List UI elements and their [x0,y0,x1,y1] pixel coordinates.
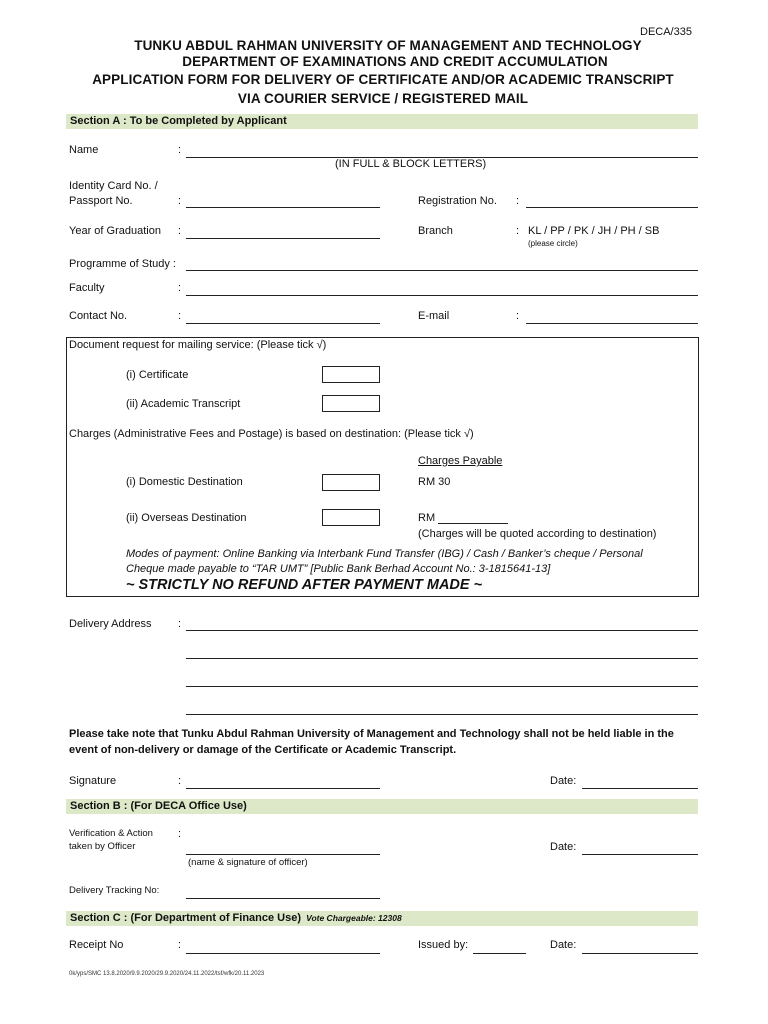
overseas-checkbox[interactable] [322,509,380,526]
document-request-heading: Document request for mailing service: (Please tick √) [69,339,327,351]
tracking-field[interactable] [186,898,380,899]
signature-date-label: Date: [550,775,577,787]
overseas-label: (ii) Overseas Destination [126,512,247,524]
officer-field[interactable] [186,854,380,855]
domestic-label: (i) Domestic Destination [126,476,243,488]
branch-options[interactable]: KL / PP / PK / JH / PH / SB [528,225,660,237]
officer-date-field[interactable] [582,854,698,855]
form-code: DECA/335 [640,26,692,38]
receipt-date-field[interactable] [582,953,698,954]
ic-label-line2: Passport No. [69,195,133,207]
charges-heading: Charges (Administrative Fees and Postage) is based on destination: (Please tick √) [69,428,474,440]
delivery-address-line-3[interactable] [186,686,698,687]
issued-by-field[interactable] [473,953,526,954]
liability-note-line1: Please take note that Tunku Abdul Rahman University of Management and Technology shall not be held liable in the [69,728,674,740]
domestic-checkbox[interactable] [322,474,380,491]
email-label: E-mail [418,310,450,322]
verification-label-line2: taken by Officer [69,841,136,852]
section-c-title: Section C : (For Department of Finance Use) [70,912,302,924]
section-b-header: Section B : (For DECA Office Use) [66,799,698,814]
form-title: APPLICATION FORM FOR DELIVERY OF CERTIFICATE AND/OR ACADEMIC TRANSCRIPT [92,72,674,87]
contact-label: Contact No. [69,310,128,322]
graduation-field[interactable] [186,238,380,239]
issued-by-label: Issued by: [418,939,469,951]
receipt-label: Receipt No [69,939,124,951]
payment-modes-line1: Modes of payment: Online Banking via Interbank Fund Transfer (IBG) / Cash / Banker’s cheque / Personal [126,548,643,560]
receipt-date-label: Date: [550,939,577,951]
delivery-address-colon: : [178,618,182,630]
payment-modes-line2: Cheque made payable to “TAR UMT” [Public Bank Berhad Account No.: 3-1815641-13] [126,563,551,575]
branch-label: Branch [418,225,453,237]
name-colon: : [178,144,182,156]
transcript-checkbox[interactable] [322,395,380,412]
faculty-colon: : [178,282,182,294]
contact-field[interactable] [186,323,380,324]
officer-hint: (name & signature of officer) [188,857,308,868]
no-refund-notice: ~ STRICTLY NO REFUND AFTER PAYMENT MADE ~ [126,577,483,593]
branch-colon: : [516,225,520,237]
certificate-label: (i) Certificate [126,369,189,381]
delivery-address-line-2[interactable] [186,658,698,659]
transcript-label: (ii) Academic Transcript [126,398,241,410]
department-name: DEPARTMENT OF EXAMINATIONS AND CREDIT ACCUMULATION [182,54,608,69]
signature-colon: : [178,775,182,787]
registration-label: Registration No. [418,195,497,207]
domestic-fee: RM 30 [418,476,451,488]
faculty-label: Faculty [69,282,105,294]
email-field[interactable] [526,323,698,324]
name-hint: (IN FULL & BLOCK LETTERS) [335,158,487,170]
revision-footer: 0k/yps/SMC 13.8.2020/9.9.2020/29.9.2020/24.11.2022/tsf/wfk/20.11.2023 [69,971,265,977]
programme-field[interactable] [186,270,698,271]
form-subtitle: VIA COURIER SERVICE / REGISTERED MAIL [237,91,529,106]
section-a-header: Section A : To be Completed by Applicant [66,114,698,129]
receipt-colon: : [178,939,182,951]
ic-label-line1: Identity Card No. / [69,180,158,192]
graduation-label: Year of Graduation [69,225,161,237]
overseas-fee-field[interactable] [438,523,508,524]
branch-hint: (please circle) [528,239,578,248]
delivery-address-label: Delivery Address [69,618,152,630]
charges-payable-heading: Charges Payable [418,455,503,467]
verification-colon: : [178,828,182,840]
liability-note-line2: event of non-delivery or damage of the Certificate or Academic Transcript. [69,744,457,756]
overseas-note: (Charges will be quoted according to destination) [418,528,657,540]
signature-field[interactable] [186,788,380,789]
signature-label: Signature [69,775,117,787]
overseas-fee-label: RM [418,512,436,524]
contact-colon: : [178,310,182,322]
university-name: TUNKU ABDUL RAHMAN UNIVERSITY OF MANAGEMENT AND TECHNOLOGY [134,38,642,53]
officer-date-label: Date: [550,841,577,853]
registration-colon: : [516,195,520,207]
registration-field[interactable] [526,207,698,208]
delivery-address-line-1[interactable] [186,630,698,631]
email-colon: : [516,310,520,322]
name-label: Name [69,144,99,156]
vote-chargeable: Vote Chargeable: 12308 [306,913,402,923]
ic-passport-field[interactable] [186,207,380,208]
signature-date-field[interactable] [582,788,698,789]
faculty-field[interactable] [186,295,698,296]
verification-label-line1: Verification & Action [69,828,153,839]
tracking-label: Delivery Tracking No: [69,885,160,896]
receipt-field[interactable] [186,953,380,954]
programme-label: Programme of Study : [69,258,176,270]
section-c-header [66,911,698,926]
delivery-address-line-4[interactable] [186,714,698,715]
ic-colon: : [178,195,182,207]
graduation-colon: : [178,225,182,237]
certificate-checkbox[interactable] [322,366,380,383]
